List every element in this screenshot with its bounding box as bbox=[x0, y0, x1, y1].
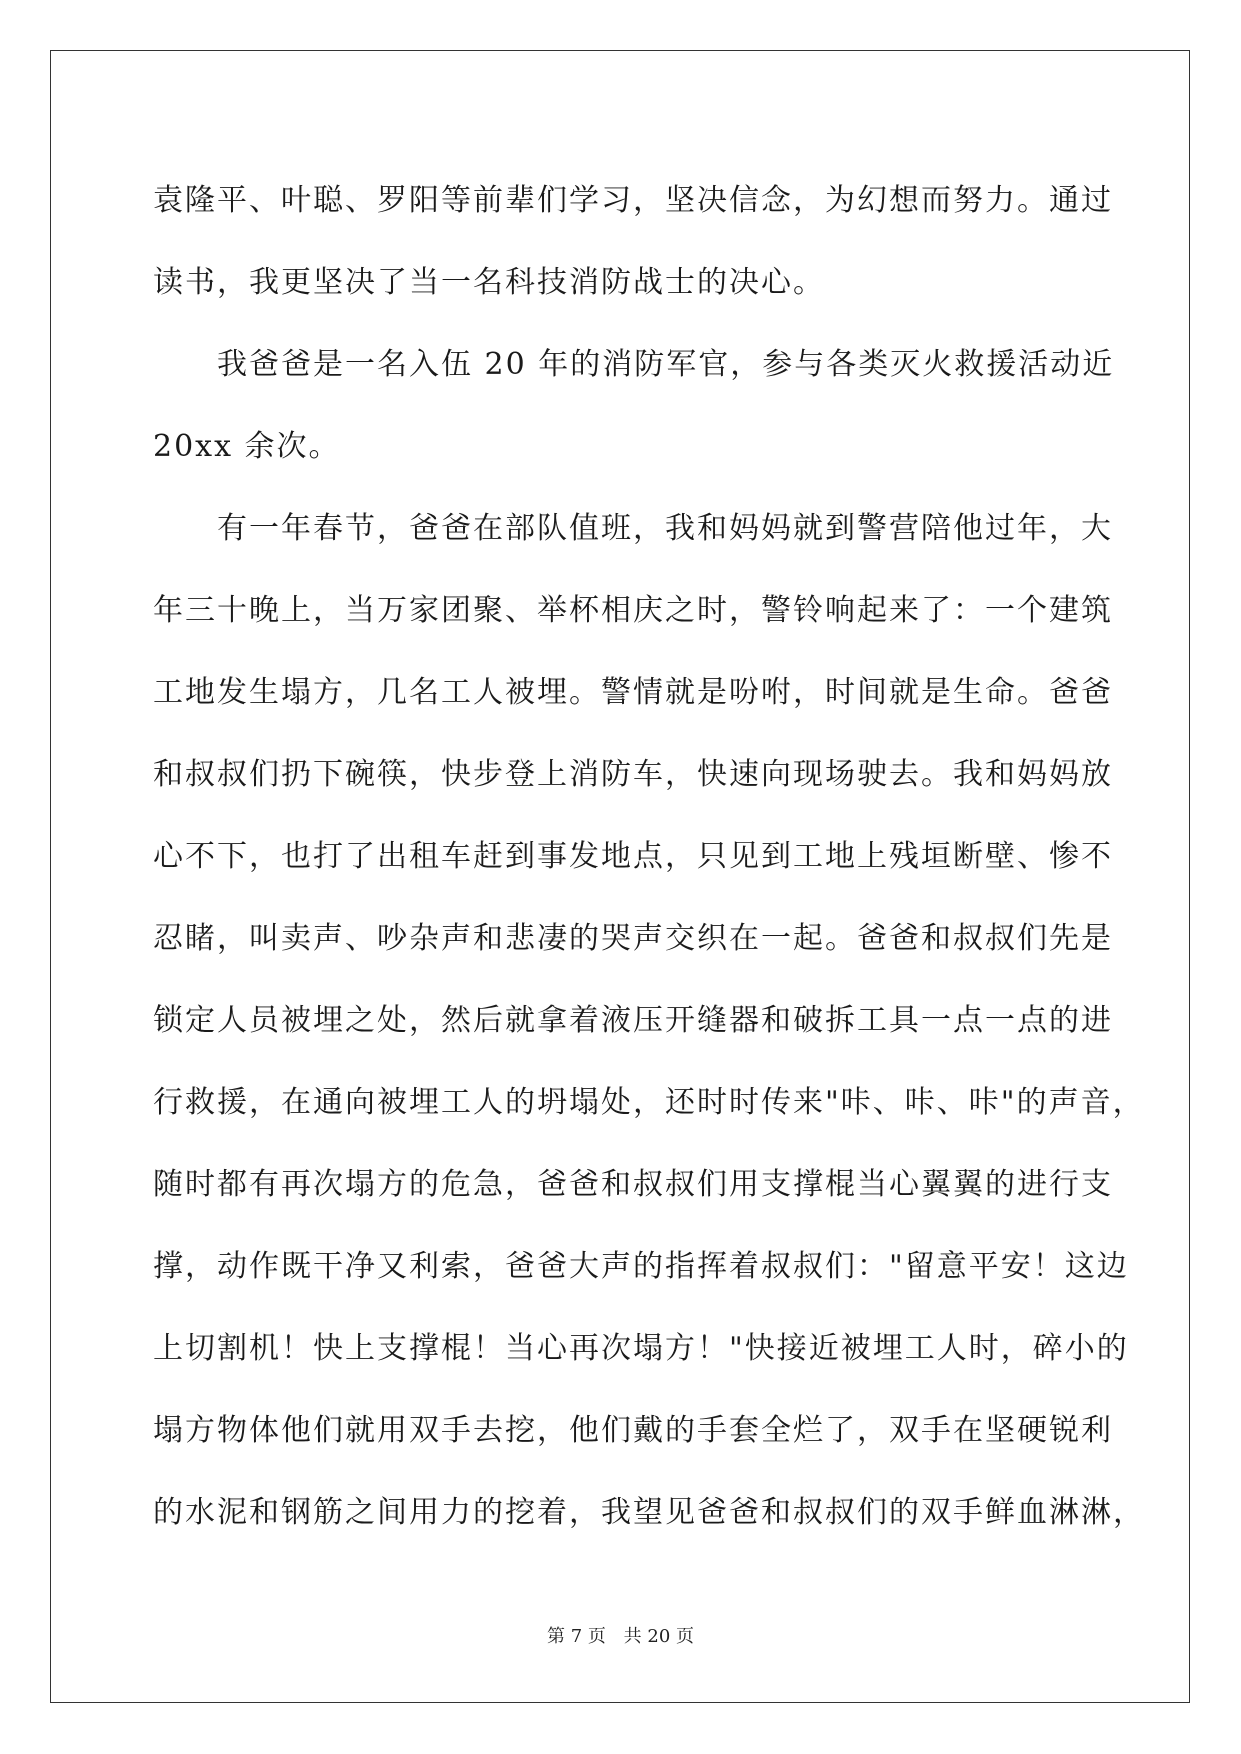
text-line: 年三十晚上，当万家团聚、举杯相庆之时，警铃响起来了：一个建筑 bbox=[153, 593, 1113, 628]
text-line: 塌方物体他们就用双手去挖，他们戴的手套全烂了，双手在坚硬锐利 bbox=[153, 1413, 1113, 1448]
text-line: 忍睹，叫卖声、吵杂声和悲凄的哭声交织在一起。爸爸和叔叔们先是 bbox=[153, 921, 1113, 956]
text-line: 和叔叔们扔下碗筷，快步登上消防车，快速向现场驶去。我和妈妈放 bbox=[153, 757, 1113, 792]
text-line: 行救援，在通向被埋工人的坍塌处，还时时传来"咔、咔、咔"的声音， bbox=[153, 1085, 1145, 1120]
text-line: 袁隆平、叶聪、罗阳等前辈们学习，坚决信念，为幻想而努力。通过 bbox=[153, 183, 1113, 218]
text-line: 20xx 余次。 bbox=[153, 429, 341, 464]
text-line: 有一年春节，爸爸在部队值班，我和妈妈就到警营陪他过年，大 bbox=[217, 511, 1113, 546]
text-line: 随时都有再次塌方的危急，爸爸和叔叔们用支撑棍当心翼翼的进行支 bbox=[153, 1167, 1113, 1202]
document-body bbox=[153, 160, 1145, 1554]
text-line: 工地发生塌方，几名工人被埋。警情就是吩咐，时间就是生命。爸爸 bbox=[153, 675, 1113, 710]
text-line: 心不下，也打了出租车赶到事发地点，只见到工地上残垣断壁、惨不 bbox=[153, 839, 1113, 874]
text-line: 读书，我更坚决了当一名科技消防战士的决心。 bbox=[153, 265, 825, 300]
text-line: 锁定人员被埋之处，然后就拿着液压开缝器和破拆工具一点一点的进 bbox=[153, 1003, 1113, 1038]
text-line: 的水泥和钢筋之间用力的挖着，我望见爸爸和叔叔们的双手鲜血淋淋， bbox=[153, 1495, 1145, 1530]
text-line: 上切割机！快上支撑棍！当心再次塌方！"快接近被埋工人时，碎小的 bbox=[153, 1331, 1129, 1366]
page-footer bbox=[0, 1622, 1241, 1648]
page-total: 共 20 页 bbox=[623, 1626, 694, 1647]
text-line: 我爸爸是一名入伍 20 年的消防军官，参与各类灭火救援活动近 bbox=[217, 347, 1115, 382]
page-number: 第 7 页 bbox=[547, 1626, 606, 1647]
text-line: 撑，动作既干净又利索，爸爸大声的指挥着叔叔们："留意平安！这边 bbox=[153, 1249, 1129, 1284]
